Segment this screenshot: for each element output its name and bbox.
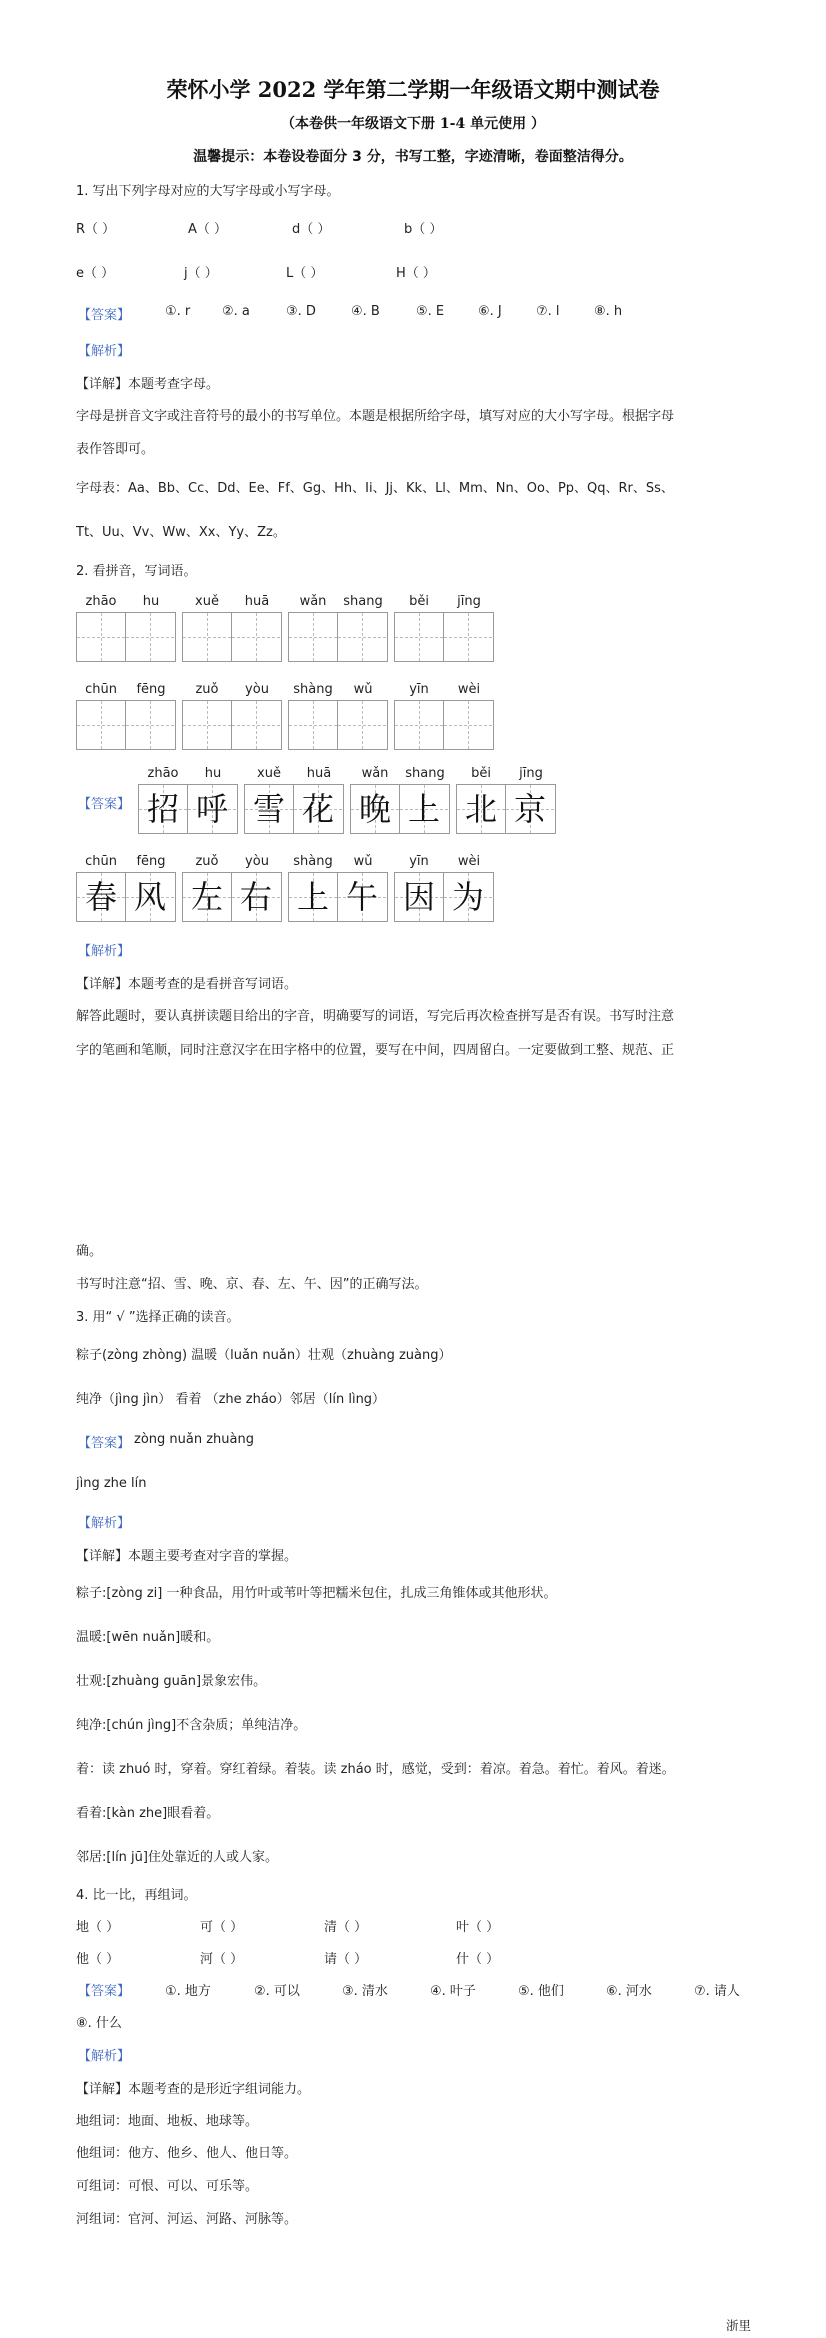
q3-detail-1: 【详解】本题主要考查对字音的掌握。 [76,1549,298,1564]
pinyin: chūn [85,854,117,869]
pinyin: hu [204,766,222,781]
q3-answer-2: jìng zhe lín [76,1476,147,1491]
q2-answer-row-1 [138,764,562,834]
tianzige-cell[interactable] [183,613,232,661]
q2-empty-row-1 [76,592,500,662]
pinyin: wǔ [353,854,373,869]
pinyin: wèi [457,854,481,869]
answer-char: 招 [146,790,179,828]
q1-answer-4: ④. B [351,304,380,319]
answer-char: 北 [464,790,497,828]
tianzige-cell[interactable] [232,613,280,661]
q2-prompt: 2. 看拼音，写词语。 [76,564,197,579]
tip-text: 温馨提示：本卷设卷面分 3 分，书写工整，字迹清晰，卷面整洁得分。 [193,149,633,165]
tianzige-cell [126,873,174,921]
answer-char: 京 [513,790,546,828]
tianzige-cell [294,785,342,833]
q3-detail-7: 看着:[kàn zhe]眼看着。 [76,1806,220,1821]
q4-answer-2: ②. 可以 [254,1984,300,1999]
tianzige-cell[interactable] [395,613,444,661]
q2-detail-4: 确。 [76,1244,103,1259]
pinyin: fēng [136,682,166,697]
q3-analysis-label: 【解析】 [78,1516,131,1531]
footer-text: 浙里 [726,2318,752,2333]
tianzige-cell [457,785,506,833]
q2-detail-3: 字的笔画和笔顺，同时注意汉字在田字格中的位置，要写在中间，四周留白。一定要做到工整、规范、正 [76,1043,675,1058]
tianzige-cell[interactable] [444,701,492,749]
tianzige-cell [338,873,386,921]
q3-detail-4: 壮观:[zhuàng guān]景象宏伟。 [76,1674,267,1689]
q3-line-2: 纯净（jìng jìn） 看着 （zhe zháo）邻居（lín lìng） [76,1392,386,1407]
tianzige-cell [351,785,400,833]
pinyin: wǎn [299,594,327,609]
q3-answer-1: zòng nuǎn zhuàng [134,1432,254,1447]
q1-answer-8: ⑧. h [594,304,623,319]
q1-detail-3: 表作答即可。 [76,442,155,457]
pinyin: xuě [257,766,281,781]
word-box [76,680,176,750]
q1-blank-r: R（ ） [76,222,116,237]
q1-blank-h: H（ ） [396,266,436,281]
word-box [394,592,494,662]
page-title: 荣怀小学 2022 学年第二学期一年级语文期中测试卷 [166,77,660,102]
answer-char: 午 [345,878,378,916]
answer-char: 上 [296,878,329,916]
tianzige-cell[interactable] [289,701,338,749]
word-box [244,764,344,834]
word-box [182,592,282,662]
answer-char: 雪 [252,790,285,828]
word-box [76,592,176,662]
pinyin: běi [471,766,491,781]
tianzige-cell[interactable] [395,701,444,749]
answer-char: 右 [239,878,272,916]
q4-blank-he: 河（ ） [200,1952,244,1967]
q4-blank-qing: 清（ ） [324,1920,368,1935]
q1-blank-d: d（ ） [292,222,331,237]
q1-answer-label: 【答案】 [78,308,131,323]
q2-answer-label: 【答案】 [78,797,131,812]
q4-blank-ke: 可（ ） [200,1920,244,1935]
q1-answer-7: ⑦. l [536,304,560,319]
q4-answer-3: ③. 清水 [342,1984,388,1999]
tianzige-cell [444,873,492,921]
pinyin: xuě [195,594,219,609]
q3-detail-6: 着：读 zhuó 时，穿着。穿红着绿。着装。读 zháo 时，感觉，受到：着凉。着急。着忙。着风。着迷。 [76,1762,675,1777]
q4-blank-shen: 什（ ） [456,1952,500,1967]
q4-prompt: 4. 比一比，再组词。 [76,1888,197,1903]
tianzige-cell [245,785,294,833]
pinyin: wǎn [361,766,389,781]
answer-char: 因 [402,878,435,916]
tianzige-cell[interactable] [289,613,338,661]
pinyin: zhāo [147,766,179,781]
q4-answer-4: ④. 叶子 [430,1984,476,1999]
word-box [288,592,388,662]
q4-blank-di: 地（ ） [76,1920,120,1935]
pinyin: běi [409,594,429,609]
tianzige-cell [400,785,448,833]
pinyin: zuǒ [195,854,219,869]
pinyin: yòu [245,682,269,697]
pinyin: zuǒ [195,682,219,697]
q4-detail-3: 他组词：他方、他乡、他人、他日等。 [76,2146,298,2161]
q4-analysis-label: 【解析】 [78,2049,131,2064]
pinyin: zhāo [85,594,117,609]
tianzige-cell[interactable] [338,613,386,661]
pinyin: yòu [245,854,269,869]
pinyin: shang [343,594,383,609]
answer-char: 呼 [195,790,228,828]
word-box [138,764,238,834]
q4-detail-5: 河组词：官河、河运、河路、河脉等。 [76,2212,298,2227]
q2-detail-5: 书写时注意“招、雪、晚、京、春、左、午、因”的正确写法。 [76,1277,428,1292]
q1-blank-j: j（ ） [184,266,218,281]
word-box [456,764,556,834]
q2-answer-row-2 [76,852,500,922]
tianzige-cell [183,873,232,921]
pinyin: shang [405,766,445,781]
q4-answer-7: ⑦. 请人 [694,1984,740,1999]
pinyin: huā [244,594,270,609]
answer-char: 左 [190,878,223,916]
tianzige-cell [77,873,126,921]
word-box [394,680,494,750]
q3-detail-2: 粽子:[zòng zi] 一种食品，用竹叶或苇叶等把糯米包住，扎成三角锥体或其他形状。 [76,1586,557,1601]
q3-detail-8: 邻居:[lín jū]住处靠近的人或人家。 [76,1850,278,1865]
word-box [76,852,176,922]
pinyin: yīn [409,682,429,697]
answer-char: 春 [84,878,117,916]
tianzige-cell [139,785,188,833]
tianzige-cell[interactable] [126,613,174,661]
tianzige-cell[interactable] [338,701,386,749]
word-box [182,680,282,750]
pinyin: shàng [293,854,333,869]
q1-blank-l: L（ ） [286,266,324,281]
tianzige-cell[interactable] [77,701,126,749]
q4-detail-1: 【详解】本题考查的是形近字组词能力。 [76,2082,311,2097]
q1-blank-e: e（ ） [76,266,115,281]
word-box [394,852,494,922]
answer-char: 上 [407,790,440,828]
tianzige-cell[interactable] [444,613,492,661]
tianzige-cell[interactable] [232,701,280,749]
pinyin: jīng [457,594,481,609]
word-box [288,852,388,922]
pinyin: chūn [85,682,117,697]
pinyin: fēng [136,854,166,869]
q2-detail-2: 解答此题时，要认真拼读题目给出的字音，明确要写的词语，写完后再次检查拼写是否有误。书写时注意 [76,1009,675,1024]
q1-alphabet-2: Tt、Uu、Vv、Ww、Xx、Yy、Zz。 [76,525,286,540]
pinyin: huā [306,766,332,781]
q3-detail-3: 温暖:[wēn nuǎn]暖和。 [76,1630,220,1645]
q4-blank-ta: 他（ ） [76,1952,120,1967]
q2-detail-1: 【详解】本题考查的是看拼音写词语。 [76,977,298,992]
q1-detail-1: 【详解】本题考查字母。 [76,377,220,392]
tianzige-cell [506,785,554,833]
q4-answer-6: ⑥. 河水 [606,1984,652,1999]
q4-answer-5: ⑤. 他们 [518,1984,564,1999]
q3-line-1: 粽子(zòng zhòng) 温暖（luǎn nuǎn）壮观（zhuàng zuàng） [76,1348,452,1363]
tianzige-cell [188,785,236,833]
pinyin: yīn [409,854,429,869]
q1-answer-3: ③. D [286,304,316,319]
q2-empty-row-2 [76,680,500,750]
q1-answer-1: ①. r [165,304,191,319]
page-subtitle: （本卷供一年级语文下册 1-4 单元使用 ） [281,116,545,132]
q4-detail-4: 可组词：可恨、可以、可乐等。 [76,2179,259,2194]
q1-answer-2: ②. a [222,304,250,319]
pinyin: hu [142,594,160,609]
pinyin: shàng [293,682,333,697]
tianzige-cell [289,873,338,921]
q2-analysis-label: 【解析】 [78,944,131,959]
answer-char: 晚 [358,790,391,828]
q4-answer-label: 【答案】 [78,1984,131,1999]
pinyin: wèi [457,682,481,697]
q4-detail-2: 地组词：地面、地板、地球等。 [76,2114,259,2129]
q3-detail-5: 纯净:[chún jìng]不含杂质；单纯洁净。 [76,1718,307,1733]
q1-answer-6: ⑥. J [478,304,502,319]
q4-answer-8: ⑧. 什么 [76,2016,122,2031]
q4-blank-qing2: 请（ ） [324,1952,368,1967]
pinyin: wǔ [353,682,373,697]
q1-alphabet-1: 字母表：Aa、Bb、Cc、Dd、Ee、Ff、Gg、Hh、Ii、Jj、Kk、Ll、Mm、Nn、Oo、Pp、Qq、Rr、Ss、 [76,481,674,496]
tianzige-cell [395,873,444,921]
pinyin: jīng [519,766,543,781]
tianzige-cell [232,873,280,921]
q1-prompt: 1. 写出下列字母对应的大写字母或小写字母。 [76,184,340,199]
word-box [350,764,450,834]
word-box [288,680,388,750]
answer-char: 为 [451,878,484,916]
q1-blank-b: b（ ） [404,222,443,237]
q4-answer-1: ①. 地方 [165,1984,211,1999]
q1-detail-2: 字母是拼音文字或注音符号的最小的书写单位。本题是根据所给字母，填写对应的大小写字母。根据字母 [76,409,675,424]
q4-blank-ye: 叶（ ） [456,1920,500,1935]
tianzige-cell[interactable] [183,701,232,749]
q1-blank-a: A（ ） [188,222,228,237]
word-box [182,852,282,922]
q3-prompt: 3. 用“ √ ”选择正确的读音。 [76,1310,240,1325]
tianzige-cell[interactable] [77,613,126,661]
answer-char: 花 [301,790,334,828]
q1-analysis-label: 【解析】 [78,344,131,359]
q1-answer-5: ⑤. E [416,304,445,319]
answer-char: 风 [133,878,166,916]
tianzige-cell[interactable] [126,701,174,749]
q3-answer-label: 【答案】 [78,1436,131,1451]
